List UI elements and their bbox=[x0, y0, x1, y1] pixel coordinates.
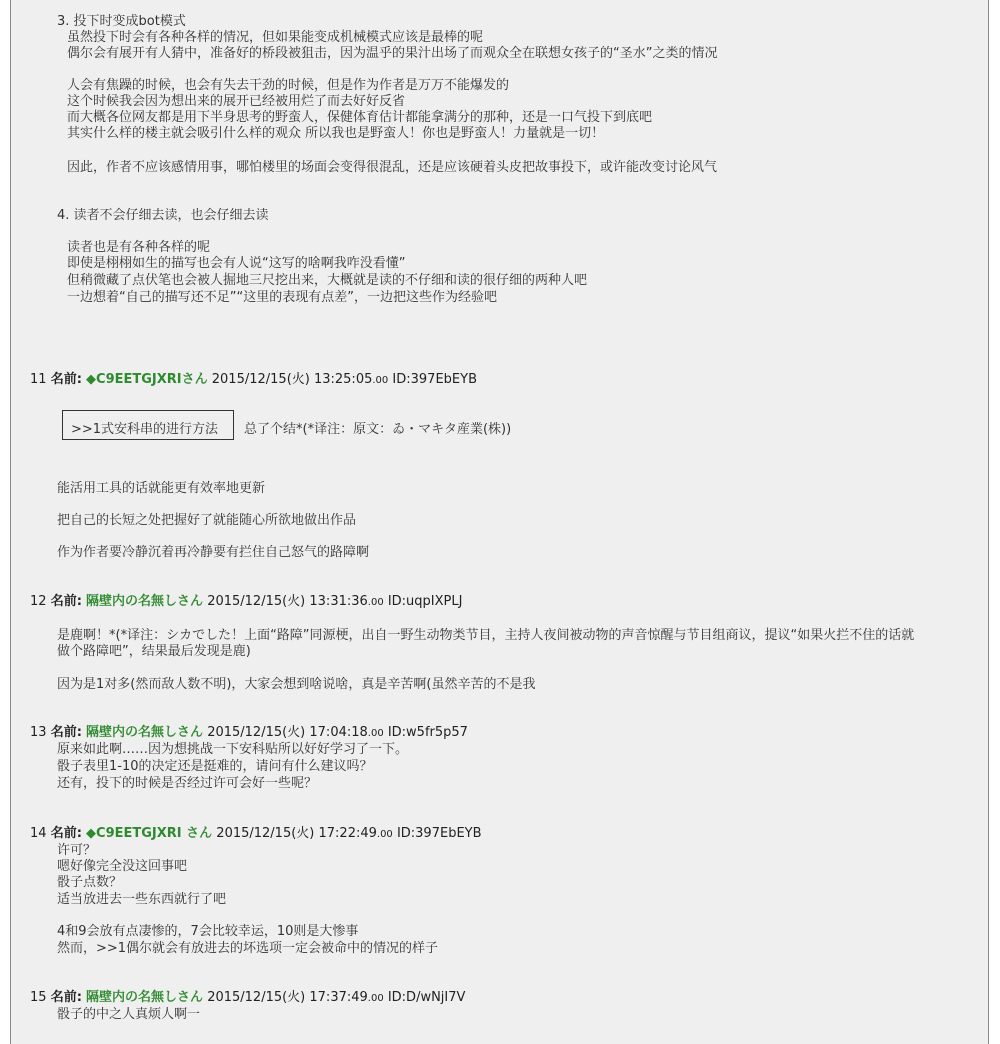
post-date: 2015/12/15(火) 17:04:18 bbox=[207, 725, 368, 740]
post-header bbox=[30, 594, 462, 611]
post-line: 一边想着“自己的描写还不足”“这里的表现有点差”，一边把这些作为经验吧 bbox=[67, 290, 497, 305]
post-line: 这个时候我会因为想出来的展开已经被用烂了而去好好反省 bbox=[67, 94, 406, 109]
post-date-ms: .00 bbox=[376, 829, 393, 840]
post-date-ms: .00 bbox=[367, 993, 384, 1004]
post-number[interactable]: 15 bbox=[30, 990, 47, 1005]
post-line: 原来如此啊……因为想挑战一下安科贴所以好好学习了一下。 bbox=[57, 742, 409, 757]
post-line: 还有，投下的时候是否经过许可会好一些呢？ bbox=[57, 776, 318, 791]
post-line: 读者也是有各种各样的呢 bbox=[67, 240, 211, 255]
poster-id[interactable]: ID:w5fr5p57 bbox=[387, 725, 468, 740]
name-label: 名前: bbox=[50, 990, 82, 1005]
post-line: 因为是1对多(然而敌人数不明)，大家会想到啥说啥，真是辛苦啊(虽然辛苦的不是我 bbox=[57, 677, 536, 692]
quote-link[interactable]: >>1式安科串的进行方法 bbox=[71, 422, 219, 437]
post-line: 骰子的中之人真烦人啊一 bbox=[57, 1007, 201, 1022]
post-line: 虽然投下时会有各种各样的情况，但如果能变成机械模式应该是最棒的呢 bbox=[67, 30, 484, 45]
post-line: 然而，>>1偶尔就会有放进去的坏选项一定会被命中的情况的样子 bbox=[57, 941, 439, 956]
post-line: 偶尔会有展开有人猜中，准备好的桥段被狙击，因为温乎的果汁出场了而观众全在联想女孩子的“圣水”之类的情况 bbox=[67, 46, 718, 61]
post-line: 但稍微藏了点伏笔也会被人掘地三尺挖出来，大概就是读的不仔细和读的很仔细的两种人吧 bbox=[67, 273, 588, 288]
poster-name: 隔壁内の名無しさん bbox=[86, 990, 204, 1005]
post-header bbox=[30, 826, 482, 843]
post-date-ms: .00 bbox=[372, 375, 389, 386]
quote-box[interactable] bbox=[62, 410, 234, 440]
post-date-ms: .00 bbox=[367, 728, 384, 739]
post-line: 人会有焦躁的时候，也会有失去干劲的时候，但是作为作者是万万不能爆发的 bbox=[67, 78, 510, 93]
post-line: 4. 读者不会仔细去读，也会仔细去读 bbox=[57, 208, 269, 223]
post-line: 骰子点数？ bbox=[57, 875, 123, 890]
post-date: 2015/12/15(火) 13:31:36 bbox=[207, 594, 368, 609]
post-line: 能活用工具的话就能更有效率地更新 bbox=[57, 481, 266, 496]
post-line: 而大概各位网友都是用下半身思考的野蛮人，保健体育估计都能拿满分的那种，还是一口气投下到底吧 bbox=[67, 110, 653, 125]
post-line: 做个路障吧”，结果最后发现是鹿) bbox=[57, 644, 251, 659]
post-line: 是鹿啊！*(*译注：シカでした！上面“路障”同源梗，出自一野生动物类节目，主持人夜间被动物的声音惊醒与节目组商议，提议“如果火拦不住的话就 bbox=[57, 628, 915, 643]
poster-id[interactable]: ID:uqpIXPLJ bbox=[387, 594, 463, 609]
post-line: 作为作者要冷静沉着再冷静要有拦住自己怒气的路障啊 bbox=[57, 545, 370, 560]
poster-name: ◆C9EETGJXRIさん bbox=[86, 372, 208, 387]
post-line: 总了个结*(*译注：原文：ゐ・マキタ産業(株)) bbox=[244, 422, 512, 437]
post-line: 3. 投下时变成bot模式 bbox=[57, 14, 186, 29]
name-label: 名前: bbox=[50, 826, 82, 841]
post-line: 因此，作者不应该感情用事，哪怕楼里的场面会变得很混乱，还是应该硬着头皮把故事投下，或许能改变讨论风气 bbox=[67, 160, 718, 175]
post-line: 4和9会放有点凄惨的，7会比较幸运，10则是大惨事 bbox=[57, 924, 359, 939]
post-line: 许可？ bbox=[57, 843, 97, 858]
post-line: 即使是栩栩如生的描写也会有人说“这写的啥啊我咋没看懂” bbox=[67, 256, 406, 271]
poster-name: ◆C9EETGJXRI さん bbox=[86, 826, 213, 841]
post-header bbox=[30, 990, 465, 1007]
post-number[interactable]: 14 bbox=[30, 826, 47, 841]
post-date: 2015/12/15(火) 13:25:05 bbox=[211, 372, 373, 387]
poster-id[interactable]: ID:397EbEYB bbox=[392, 372, 477, 387]
post-date: 2015/12/15(火) 17:22:49 bbox=[216, 826, 377, 841]
post-line: 其实什么样的楼主就会吸引什么样的观众 所以我也是野蛮人！你也是野蛮人！力量就是一切！ bbox=[67, 126, 605, 141]
post-line: 把自己的长短之处把握好了就能随心所欲地做出作品 bbox=[57, 513, 357, 528]
poster-id[interactable]: ID:D/wNjI7V bbox=[387, 990, 466, 1005]
post-line: 嗯好像完全没这回事吧 bbox=[57, 859, 188, 874]
post-line: 适当放进去一些东西就行了吧 bbox=[57, 892, 227, 907]
poster-name: 隔壁内の名無しさん bbox=[86, 725, 204, 740]
post-header bbox=[30, 372, 477, 389]
poster-id[interactable]: ID:397EbEYB bbox=[396, 826, 482, 841]
post-line: 骰子表里1-10的决定还是挺难的，请问有什么建议吗？ bbox=[57, 759, 373, 774]
name-label: 名前: bbox=[50, 594, 82, 609]
name-label: 名前: bbox=[50, 725, 82, 740]
post-date-ms: .00 bbox=[367, 597, 384, 608]
poster-name: 隔壁内の名無しさん bbox=[86, 594, 204, 609]
post-number[interactable]: 12 bbox=[30, 594, 47, 609]
post-header bbox=[30, 725, 468, 742]
post-number[interactable]: 11 bbox=[30, 372, 47, 387]
name-label: 名前: bbox=[50, 372, 82, 387]
post-number[interactable]: 13 bbox=[30, 725, 47, 740]
post-date: 2015/12/15(火) 17:37:49 bbox=[207, 990, 368, 1005]
